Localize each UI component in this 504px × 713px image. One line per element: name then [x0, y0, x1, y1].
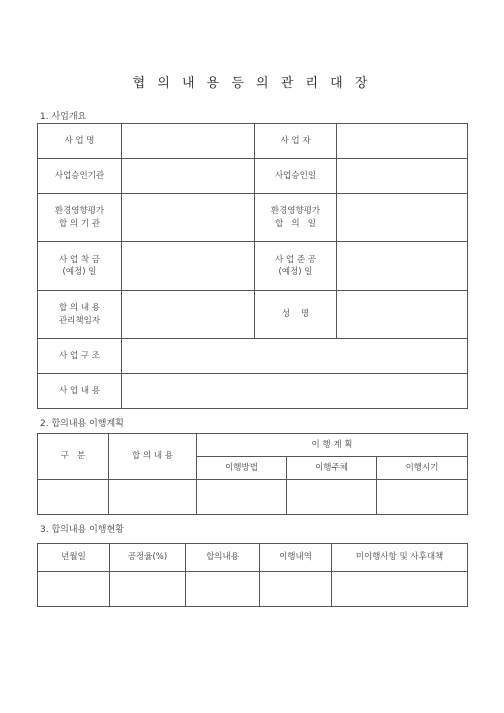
value-start-date[interactable] [122, 242, 255, 291]
value-approval-date[interactable] [337, 159, 468, 194]
header-agreement: 합의내용 [186, 544, 260, 572]
row-content [38, 374, 468, 409]
plan-subject-cell[interactable] [287, 480, 377, 515]
value-project-owner[interactable] [337, 124, 468, 159]
header-category: 구 분 [38, 434, 109, 480]
value-manager[interactable] [122, 291, 255, 339]
status-entry-row [38, 572, 468, 607]
header-progress-rate: 공정율(%) [110, 544, 186, 572]
page-title: 협 의 내 용 등 의 관 리 대 장 [132, 76, 372, 91]
value-project-structure[interactable] [122, 339, 468, 374]
value-project-name[interactable] [122, 124, 255, 159]
row-project-name [38, 124, 468, 159]
label-completion-date: 사 업 준 공 (예정) 일 [255, 242, 337, 291]
plan-header-row-1 [38, 434, 468, 457]
value-eia-agency[interactable] [122, 194, 255, 242]
header-followup: 미이행사항 및 사후대책 [332, 544, 468, 572]
row-approval [38, 159, 468, 194]
row-eia [38, 194, 468, 242]
label-project-content: 사 업 내 용 [38, 374, 122, 409]
plan-content-cell[interactable] [109, 480, 197, 515]
status-date-cell[interactable] [38, 572, 110, 607]
label-project-name: 사 업 명 [38, 124, 122, 159]
header-implementation-plan: 이 행 계 획 [197, 434, 468, 457]
header-history: 이행내역 [260, 544, 332, 572]
project-overview-table [37, 123, 468, 409]
row-manager [38, 291, 468, 339]
label-approval-date: 사업승인일 [255, 159, 337, 194]
header-subject: 이행주체 [287, 457, 377, 480]
value-approval-agency[interactable] [122, 159, 255, 194]
row-structure [38, 339, 468, 374]
status-history-cell[interactable] [260, 572, 332, 607]
plan-timing-cell[interactable] [377, 480, 468, 515]
label-project-owner: 사 업 자 [255, 124, 337, 159]
value-name[interactable] [337, 291, 468, 339]
label-start-date: 사 업 착 금 (예정) 일 [38, 242, 122, 291]
plan-method-cell[interactable] [197, 480, 287, 515]
section2-label: 2. 합의내용 이행계획 [40, 419, 124, 429]
header-date: 년월일 [38, 544, 110, 572]
label-eia-date: 환경영향평가 합 의 일 [255, 194, 337, 242]
row-schedule [38, 242, 468, 291]
label-approval-agency: 사업승인기관 [38, 159, 122, 194]
implementation-plan-table [37, 433, 468, 515]
value-project-content[interactable] [122, 374, 468, 409]
status-followup-cell[interactable] [332, 572, 468, 607]
value-eia-date[interactable] [337, 194, 468, 242]
value-completion-date[interactable] [337, 242, 468, 291]
implementation-status-table [37, 543, 468, 607]
label-manager: 합 의 내 용 관리책임자 [38, 291, 122, 339]
section1-label: 1. 사업개요 [40, 112, 87, 122]
header-method: 이행방법 [197, 457, 287, 480]
label-name: 성 명 [255, 291, 337, 339]
status-progress-cell[interactable] [110, 572, 186, 607]
section3-label: 3. 합의내용 이행현황 [40, 525, 124, 535]
label-project-structure: 사 업 구 조 [38, 339, 122, 374]
status-agreement-cell[interactable] [186, 572, 260, 607]
plan-category-cell[interactable] [38, 480, 109, 515]
label-eia-agency: 환경영향평가 합 의 기 관 [38, 194, 122, 242]
plan-entry-row [38, 480, 468, 515]
header-agreement-content: 합 의 내 용 [109, 434, 197, 480]
status-header-row [38, 544, 468, 572]
header-timing: 이행시기 [377, 457, 468, 480]
